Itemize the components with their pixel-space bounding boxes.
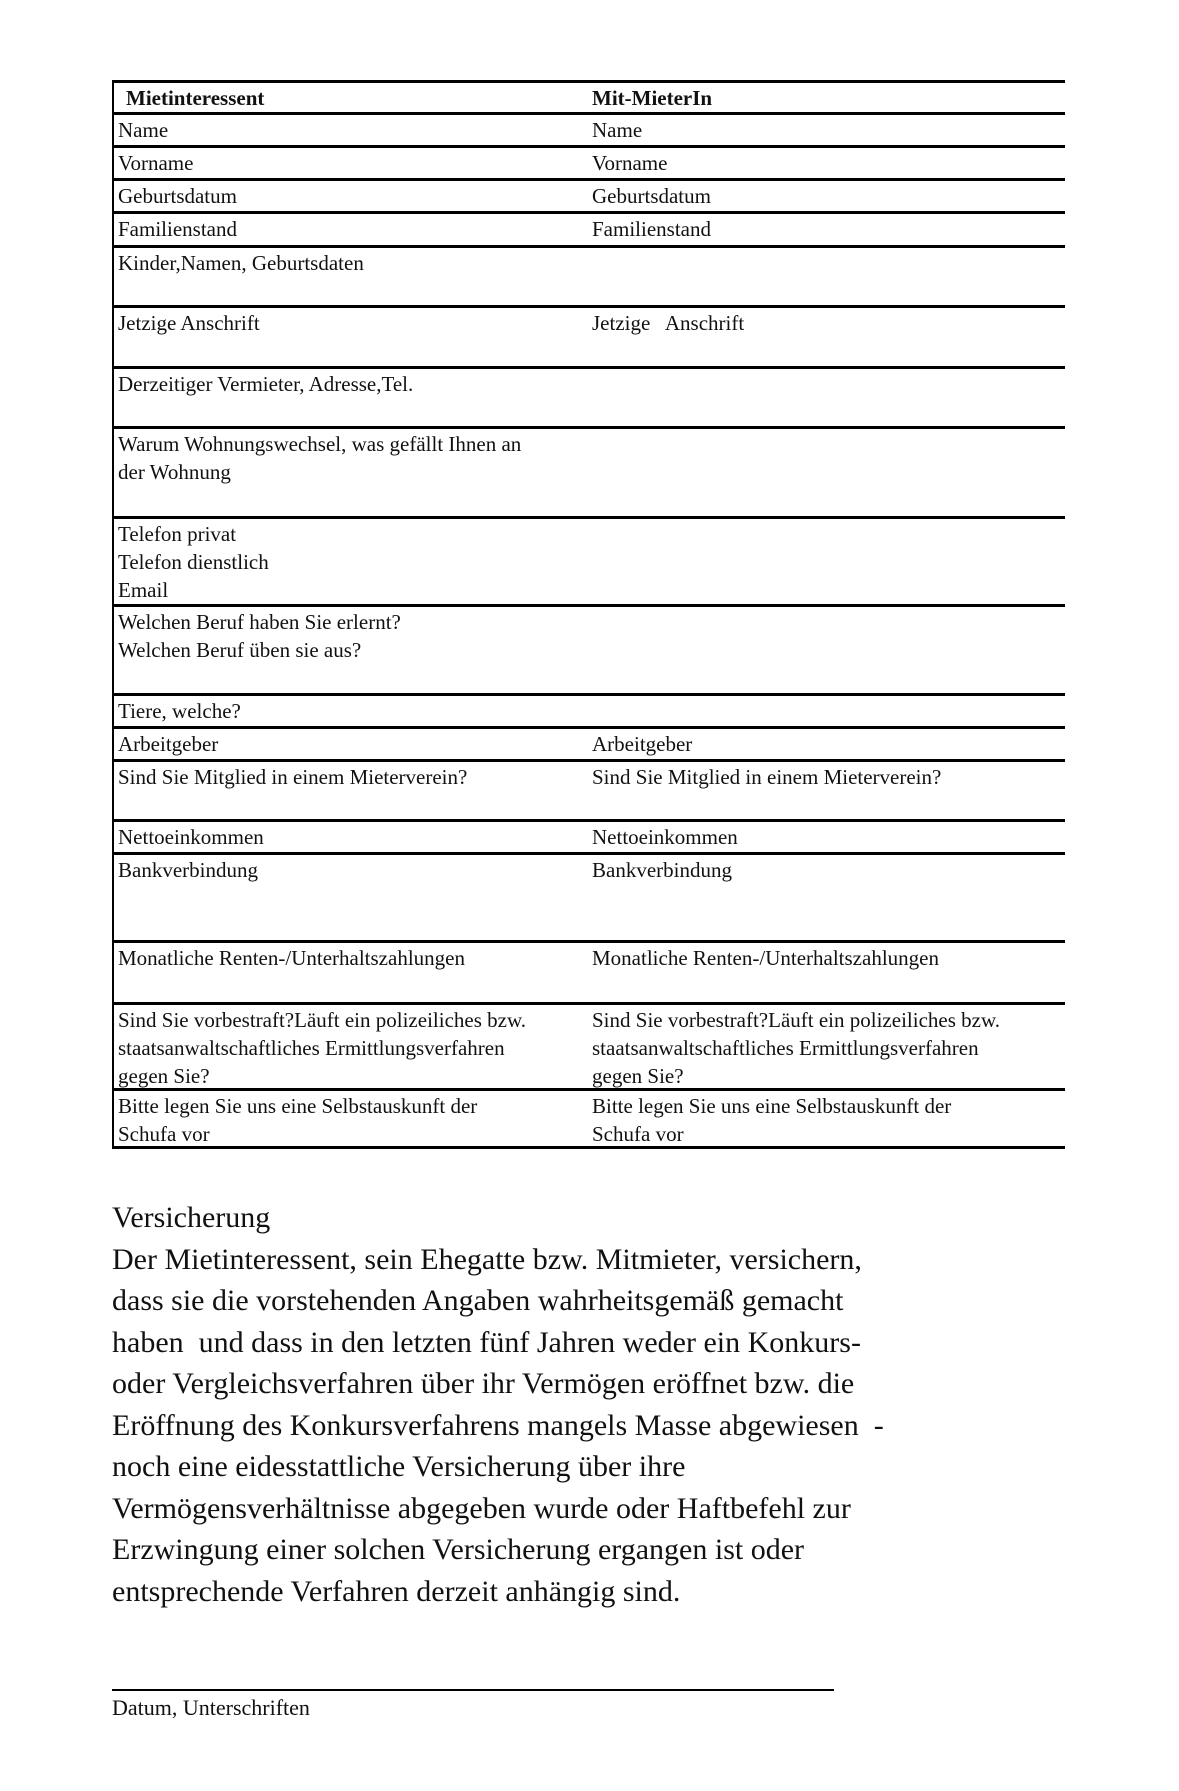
field-label: Familienstand [592, 217, 711, 241]
table-row [114, 604, 1065, 693]
co-tenant-field-cell[interactable] [592, 730, 1062, 758]
table-row [114, 178, 1065, 211]
field-label: Sind Sie Mitglied in einem Mieterverein? [592, 765, 942, 789]
declaration-line: Der Mietinteressent, sein Ehegatte bzw. Mitmieter, versichern, [112, 1242, 862, 1276]
field-label: Geburtsdatum [592, 184, 711, 208]
declaration-title: Versicherung [112, 1201, 271, 1234]
declaration-line: haben und dass in den letzten fünf Jahren weder ein Konkurs- [112, 1325, 861, 1359]
co-tenant-field-cell[interactable] [592, 116, 1062, 144]
table-header-row [114, 80, 1065, 112]
field-label: Bankverbindung [592, 858, 732, 882]
co-tenant-field-cell[interactable] [592, 944, 1062, 972]
table-row [114, 693, 1065, 726]
co-tenant-field-cell[interactable] [592, 1092, 1062, 1148]
field-label: Telefon dienstlich [118, 550, 269, 574]
field-label: Nettoeinkommen [592, 825, 738, 849]
declaration-line: noch eine eidesstattliche Versicherung über ihre [112, 1450, 686, 1483]
field-label: Email [118, 578, 169, 602]
field-label: Arbeitgeber [118, 732, 219, 756]
table-row [114, 1088, 1065, 1149]
field-label: Vorname [592, 151, 668, 175]
applicant-field-cell[interactable] [118, 430, 588, 486]
field-label: staatsanwaltschaftliches Ermittlungsverfahren [592, 1036, 979, 1060]
co-tenant-field-cell[interactable] [592, 856, 1062, 884]
applicant-field-cell[interactable] [118, 370, 588, 398]
table-row [114, 112, 1065, 145]
applicant-field-cell[interactable] [118, 763, 588, 791]
co-tenant-field-cell[interactable] [592, 309, 1062, 337]
table-row [114, 819, 1065, 852]
table-row [114, 1002, 1065, 1088]
applicant-field-cell[interactable] [118, 182, 588, 210]
field-label: gegen Sie? [592, 1064, 684, 1088]
field-label: Welchen Beruf üben sie aus? [118, 638, 362, 662]
applicant-field-cell[interactable] [118, 730, 588, 758]
field-label: Tiere, welche? [118, 699, 241, 723]
field-label: Monatliche Renten-/Unterhaltszahlungen [592, 946, 939, 970]
co-tenant-field-cell[interactable] [592, 149, 1062, 177]
signature-line[interactable] [112, 1689, 834, 1691]
field-label: Monatliche Renten-/Unterhaltszahlungen [118, 946, 465, 970]
header-co-tenant: Mit-MieterIn [592, 86, 713, 110]
field-label: Nettoeinkommen [118, 825, 264, 849]
applicant-field-cell[interactable] [118, 823, 588, 851]
field-label: Bitte legen Sie uns eine Selbstauskunft der [118, 1094, 478, 1118]
field-label: Name [118, 118, 169, 142]
field-label: Familienstand [118, 217, 237, 241]
field-label: Warum Wohnungswechsel, was gefällt Ihnen an [118, 432, 522, 456]
signature-label: Datum, Unterschriften [112, 1695, 310, 1720]
table-row [114, 759, 1065, 819]
field-label: Schufa vor [118, 1122, 210, 1146]
applicant-field-cell[interactable] [118, 944, 588, 972]
applicant-field-cell[interactable] [118, 116, 588, 144]
co-tenant-field-cell[interactable] [592, 823, 1062, 851]
table-row [114, 245, 1065, 305]
declaration-line: Erzwingung einer solchen Versicherung ergangen ist oder [112, 1533, 805, 1566]
field-label: Schufa vor [592, 1122, 684, 1146]
field-label: Welchen Beruf haben Sie erlernt? [118, 610, 401, 634]
table-row [114, 305, 1065, 366]
header-applicant: Mietinteressent [126, 86, 265, 110]
field-label: Derzeitiger Vermieter, Adresse,Tel. [118, 372, 414, 396]
field-label: Jetzige Anschrift [118, 311, 260, 335]
applicant-field-cell[interactable] [118, 1092, 588, 1148]
applicant-form-table [112, 80, 1065, 1149]
field-label: Name [592, 118, 643, 142]
applicant-field-cell[interactable] [118, 309, 588, 337]
applicant-field-cell[interactable] [118, 215, 588, 243]
field-label: Kinder,Namen, Geburtsdaten [118, 251, 364, 275]
applicant-field-cell[interactable] [118, 249, 588, 277]
field-label: Arbeitgeber [592, 732, 693, 756]
field-label: Sind Sie Mitglied in einem Mieterverein? [118, 765, 468, 789]
declaration-line: Vermögensverhältnisse abgegeben wurde oder Haftbefehl zur [112, 1491, 851, 1525]
field-label: Sind Sie vorbestraft?Läuft ein polizeiliches bzw. [592, 1008, 1001, 1032]
declaration-line: oder Vergleichsverfahren über ihr Vermögen eröffnet bzw. die [112, 1367, 855, 1400]
field-label: gegen Sie? [118, 1064, 210, 1088]
declaration-line: dass sie die vorstehenden Angaben wahrheitsgemäß gemacht [112, 1284, 844, 1317]
co-tenant-field-cell[interactable] [592, 215, 1062, 243]
table-row [114, 940, 1065, 1002]
applicant-field-cell[interactable] [118, 608, 588, 664]
co-tenant-field-cell[interactable] [592, 182, 1062, 210]
co-tenant-field-cell[interactable] [592, 1006, 1062, 1090]
applicant-field-cell[interactable] [118, 1006, 588, 1090]
field-label: Sind Sie vorbestraft?Läuft ein polizeiliches bzw. [118, 1008, 527, 1032]
field-label: Bitte legen Sie uns eine Selbstauskunft der [592, 1094, 952, 1118]
table-row [114, 211, 1065, 245]
table-row [114, 145, 1065, 178]
co-tenant-field-cell[interactable] [592, 763, 1062, 791]
declaration-section [112, 1197, 1072, 1612]
applicant-field-cell[interactable] [118, 149, 588, 177]
declaration-line: Eröffnung des Konkursverfahrens mangels Masse abgewiesen - [112, 1408, 884, 1442]
field-label: staatsanwaltschaftliches Ermittlungsverfahren [118, 1036, 505, 1060]
declaration-line: entsprechende Verfahren derzeit anhängig sind. [112, 1574, 681, 1608]
field-label: Jetzige Anschrift [592, 311, 745, 335]
table-row [114, 426, 1065, 516]
field-label: Geburtsdatum [118, 184, 237, 208]
field-label: Vorname [118, 151, 194, 175]
table-row [114, 366, 1065, 426]
applicant-field-cell[interactable] [118, 856, 588, 884]
applicant-field-cell[interactable] [118, 697, 588, 725]
field-label: Telefon privat [118, 522, 237, 546]
field-label: Bankverbindung [118, 858, 258, 882]
table-row [114, 516, 1065, 604]
table-row [114, 726, 1065, 759]
applicant-field-cell[interactable] [118, 520, 588, 604]
table-row [114, 852, 1065, 940]
field-label: der Wohnung [118, 460, 231, 484]
